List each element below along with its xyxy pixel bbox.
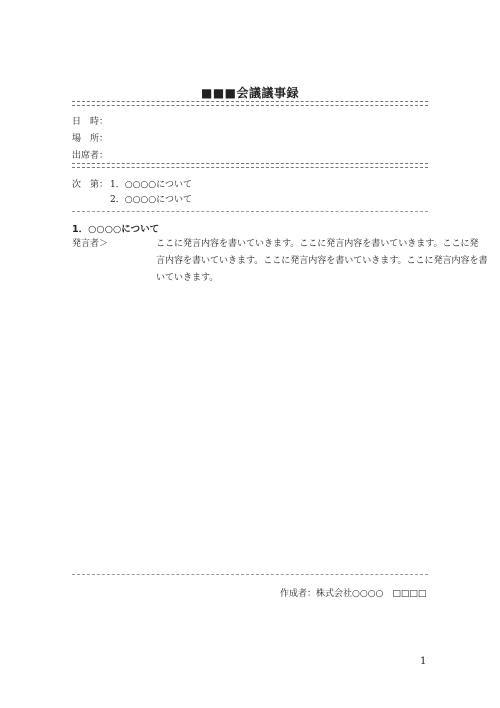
double-divider-middle xyxy=(72,163,428,168)
document-title: ■■■会議議事録 xyxy=(200,86,299,100)
section-heading: 1．○○○○について xyxy=(72,224,160,235)
speaker-label: 発言者＞ xyxy=(72,239,109,249)
date-label: 日 時： xyxy=(72,117,109,127)
speech-line-1: ここに発言内容を書いていきます。ここに発言内容を書いていきます。ここに発 xyxy=(156,239,479,249)
double-divider-top xyxy=(72,101,428,106)
speech-line-2: 言内容を書いていきます。ここに発言内容を書いていきます。ここに発言内容を書 xyxy=(156,256,488,266)
dashed-divider-agenda xyxy=(72,211,428,212)
dashed-divider-footer xyxy=(72,574,428,575)
agenda-item-2: 2．○○○○について xyxy=(110,195,192,205)
attendees-label: 出席者： xyxy=(72,151,109,161)
author-line: 作成者：株式会社○○○○ □□□□ xyxy=(280,589,427,599)
place-label: 場 所： xyxy=(72,134,109,144)
agenda-item-1: 1．○○○○について xyxy=(110,180,192,190)
page-number: 1 xyxy=(420,656,427,667)
speech-line-3: いていきます。 xyxy=(156,273,219,283)
agenda-label: 次 第： xyxy=(72,180,109,190)
